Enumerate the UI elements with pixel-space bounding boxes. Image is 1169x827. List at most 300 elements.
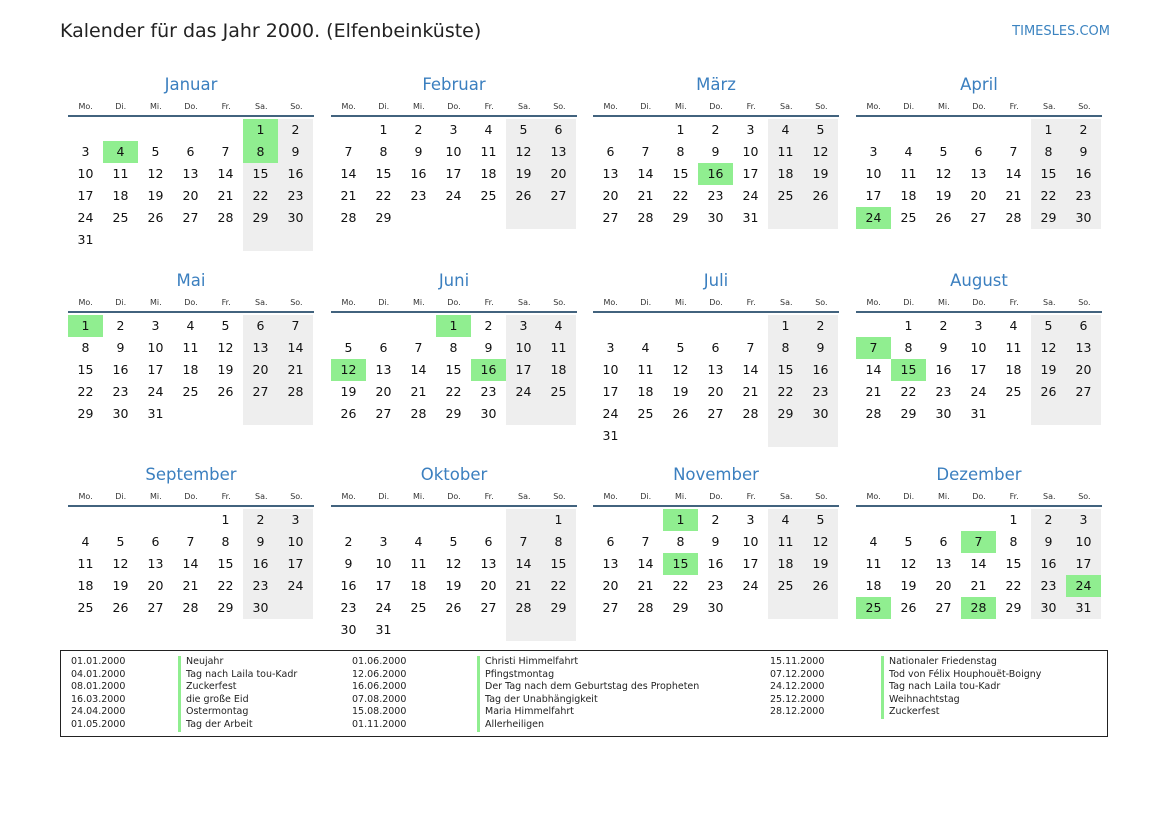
day-cell[interactable]: 17	[742, 166, 759, 181]
day-cell[interactable]: 21	[278, 359, 313, 381]
day-cell[interactable]: 1	[436, 315, 471, 337]
day-cell[interactable]: 3	[449, 122, 458, 137]
day-cell[interactable]: 24	[1066, 575, 1101, 597]
day-cell[interactable]: 26	[445, 600, 462, 615]
day-cell[interactable]: 8	[81, 340, 90, 355]
day-cell[interactable]: 15	[891, 359, 926, 381]
day-cell[interactable]: 6	[939, 534, 948, 549]
day-cell[interactable]: 16	[1031, 553, 1066, 575]
day-cell[interactable]: 4	[641, 340, 650, 355]
day-cell[interactable]: 10	[742, 534, 759, 549]
day-cell[interactable]: 7	[506, 531, 541, 553]
day-cell[interactable]: 14	[506, 553, 541, 575]
day-cell[interactable]: 1	[541, 509, 576, 531]
day-cell[interactable]: 20	[970, 188, 987, 203]
day-cell[interactable]: 17	[1066, 553, 1101, 575]
day-cell[interactable]: 12	[112, 556, 129, 571]
day-cell[interactable]: 28	[865, 406, 882, 421]
day-cell[interactable]: 22	[672, 578, 689, 593]
day-cell[interactable]: 13	[182, 166, 199, 181]
day-cell[interactable]: 17	[742, 556, 759, 571]
day-cell[interactable]: 18	[768, 553, 803, 575]
day-cell[interactable]: 2	[711, 512, 720, 527]
day-cell[interactable]: 28	[340, 210, 357, 225]
day-cell[interactable]: 2	[344, 534, 353, 549]
day-cell[interactable]: 7	[344, 144, 353, 159]
day-cell[interactable]: 14	[278, 337, 313, 359]
day-cell[interactable]: 19	[217, 362, 234, 377]
day-cell[interactable]: 16	[1066, 163, 1101, 185]
day-cell[interactable]: 5	[344, 340, 353, 355]
day-cell[interactable]: 4	[869, 534, 878, 549]
day-cell[interactable]: 23	[480, 384, 497, 399]
day-cell[interactable]: 8	[243, 141, 278, 163]
day-cell[interactable]: 20	[375, 384, 392, 399]
day-cell[interactable]: 31	[1066, 597, 1101, 619]
day-cell[interactable]: 7	[186, 534, 195, 549]
day-cell[interactable]: 31	[742, 210, 759, 225]
day-cell[interactable]: 24	[856, 207, 891, 229]
day-cell[interactable]: 15	[1031, 163, 1066, 185]
day-cell[interactable]: 15	[375, 166, 392, 181]
day-cell[interactable]: 30	[112, 406, 129, 421]
day-cell[interactable]: 13	[1066, 337, 1101, 359]
day-cell[interactable]: 24	[506, 381, 541, 403]
day-cell[interactable]: 3	[81, 144, 90, 159]
day-cell[interactable]: 25	[182, 384, 199, 399]
day-cell[interactable]: 10	[445, 144, 462, 159]
day-cell[interactable]: 29	[445, 406, 462, 421]
day-cell[interactable]: 26	[217, 384, 234, 399]
day-cell[interactable]: 12	[331, 359, 366, 381]
day-cell[interactable]: 5	[1031, 315, 1066, 337]
day-cell[interactable]: 26	[803, 575, 838, 597]
day-cell[interactable]: 2	[278, 119, 313, 141]
day-cell[interactable]: 18	[480, 166, 497, 181]
day-cell[interactable]: 22	[445, 384, 462, 399]
day-cell[interactable]: 12	[147, 166, 164, 181]
day-cell[interactable]: 9	[278, 141, 313, 163]
day-cell[interactable]: 4	[81, 534, 90, 549]
day-cell[interactable]: 9	[803, 337, 838, 359]
day-cell[interactable]: 21	[182, 578, 199, 593]
day-cell[interactable]: 23	[340, 600, 357, 615]
day-cell[interactable]: 8	[449, 340, 458, 355]
day-cell[interactable]: 9	[414, 144, 423, 159]
day-cell[interactable]: 23	[410, 188, 427, 203]
day-cell[interactable]: 15	[217, 556, 234, 571]
day-cell[interactable]: 9	[939, 340, 948, 355]
day-cell[interactable]: 27	[707, 406, 724, 421]
day-cell[interactable]: 27	[935, 600, 952, 615]
day-cell[interactable]: 1	[904, 318, 913, 333]
day-cell[interactable]: 2	[243, 509, 278, 531]
day-cell[interactable]: 20	[541, 163, 576, 185]
day-cell[interactable]: 20	[602, 188, 619, 203]
day-cell[interactable]: 25	[900, 210, 917, 225]
brand-link[interactable]: TIMESLES.COM	[1012, 24, 1110, 39]
day-cell[interactable]: 18	[541, 359, 576, 381]
day-cell[interactable]: 21	[506, 575, 541, 597]
day-cell[interactable]: 28	[961, 597, 996, 619]
day-cell[interactable]: 3	[869, 144, 878, 159]
day-cell[interactable]: 12	[217, 340, 234, 355]
day-cell[interactable]: 11	[480, 144, 497, 159]
day-cell[interactable]: 16	[935, 362, 952, 377]
day-cell[interactable]: 14	[182, 556, 199, 571]
day-cell[interactable]: 13	[541, 141, 576, 163]
day-cell[interactable]: 23	[803, 381, 838, 403]
day-cell[interactable]: 26	[147, 210, 164, 225]
day-cell[interactable]: 27	[602, 600, 619, 615]
day-cell[interactable]: 27	[182, 210, 199, 225]
day-cell[interactable]: 12	[935, 166, 952, 181]
day-cell[interactable]: 5	[151, 144, 160, 159]
day-cell[interactable]: 4	[904, 144, 913, 159]
day-cell[interactable]: 11	[768, 141, 803, 163]
day-cell[interactable]: 5	[116, 534, 125, 549]
day-cell[interactable]: 21	[865, 384, 882, 399]
day-cell[interactable]: 17	[970, 362, 987, 377]
day-cell[interactable]: 30	[803, 403, 838, 425]
day-cell[interactable]: 1	[676, 122, 685, 137]
day-cell[interactable]: 3	[1066, 509, 1101, 531]
day-cell[interactable]: 4	[768, 509, 803, 531]
day-cell[interactable]: 16	[340, 578, 357, 593]
day-cell[interactable]: 26	[340, 406, 357, 421]
day-cell[interactable]: 5	[803, 509, 838, 531]
day-cell[interactable]: 11	[182, 340, 199, 355]
day-cell[interactable]: 13	[480, 556, 497, 571]
day-cell[interactable]: 13	[602, 166, 619, 181]
day-cell[interactable]: 31	[970, 406, 987, 421]
day-cell[interactable]: 15	[77, 362, 94, 377]
day-cell[interactable]: 18	[410, 578, 427, 593]
day-cell[interactable]: 24	[77, 210, 94, 225]
day-cell[interactable]: 30	[707, 600, 724, 615]
day-cell[interactable]: 3	[278, 509, 313, 531]
day-cell[interactable]: 1	[68, 315, 103, 337]
day-cell[interactable]: 29	[1005, 600, 1022, 615]
day-cell[interactable]: 18	[637, 384, 654, 399]
day-cell[interactable]: 26	[506, 185, 541, 207]
day-cell[interactable]: 14	[970, 556, 987, 571]
day-cell[interactable]: 9	[116, 340, 125, 355]
day-cell[interactable]: 23	[112, 384, 129, 399]
day-cell[interactable]: 20	[707, 384, 724, 399]
day-cell[interactable]: 6	[606, 144, 615, 159]
day-cell[interactable]: 29	[375, 210, 392, 225]
day-cell[interactable]: 3	[506, 315, 541, 337]
day-cell[interactable]: 7	[278, 315, 313, 337]
day-cell[interactable]: 10	[278, 531, 313, 553]
day-cell[interactable]: 5	[803, 119, 838, 141]
day-cell[interactable]: 25	[637, 406, 654, 421]
day-cell[interactable]: 11	[112, 166, 129, 181]
day-cell[interactable]: 10	[147, 340, 164, 355]
day-cell[interactable]: 12	[803, 531, 838, 553]
day-cell[interactable]: 25	[768, 575, 803, 597]
day-cell[interactable]: 16	[112, 362, 129, 377]
day-cell[interactable]: 10	[1066, 531, 1101, 553]
day-cell[interactable]: 30	[480, 406, 497, 421]
day-cell[interactable]: 28	[637, 210, 654, 225]
day-cell[interactable]: 23	[935, 384, 952, 399]
day-cell[interactable]: 6	[379, 340, 388, 355]
day-cell[interactable]: 15	[768, 359, 803, 381]
day-cell[interactable]: 18	[182, 362, 199, 377]
day-cell[interactable]: 25	[77, 600, 94, 615]
day-cell[interactable]: 26	[672, 406, 689, 421]
day-cell[interactable]: 19	[672, 384, 689, 399]
day-cell[interactable]: 8	[676, 144, 685, 159]
day-cell[interactable]: 13	[375, 362, 392, 377]
day-cell[interactable]: 14	[865, 362, 882, 377]
day-cell[interactable]: 23	[707, 188, 724, 203]
day-cell[interactable]: 10	[970, 340, 987, 355]
day-cell[interactable]: 24	[445, 188, 462, 203]
day-cell[interactable]: 28	[410, 406, 427, 421]
day-cell[interactable]: 30	[1066, 207, 1101, 229]
day-cell[interactable]: 16	[707, 556, 724, 571]
day-cell[interactable]: 16	[698, 163, 733, 185]
day-cell[interactable]: 28	[742, 406, 759, 421]
day-cell[interactable]: 13	[935, 556, 952, 571]
day-cell[interactable]: 7	[961, 531, 996, 553]
day-cell[interactable]: 11	[1005, 340, 1022, 355]
day-cell[interactable]: 18	[900, 188, 917, 203]
day-cell[interactable]: 10	[375, 556, 392, 571]
day-cell[interactable]: 27	[243, 381, 278, 403]
day-cell[interactable]: 11	[637, 362, 654, 377]
day-cell[interactable]: 19	[900, 578, 917, 593]
day-cell[interactable]: 10	[77, 166, 94, 181]
day-cell[interactable]: 18	[865, 578, 882, 593]
day-cell[interactable]: 7	[856, 337, 891, 359]
day-cell[interactable]: 17	[602, 384, 619, 399]
day-cell[interactable]: 24	[742, 578, 759, 593]
day-cell[interactable]: 6	[151, 534, 160, 549]
day-cell[interactable]: 29	[77, 406, 94, 421]
day-cell[interactable]: 15	[1005, 556, 1022, 571]
day-cell[interactable]: 23	[1066, 185, 1101, 207]
day-cell[interactable]: 14	[637, 556, 654, 571]
day-cell[interactable]: 30	[243, 597, 278, 619]
day-cell[interactable]: 11	[865, 556, 882, 571]
day-cell[interactable]: 26	[900, 600, 917, 615]
day-cell[interactable]: 3	[746, 122, 755, 137]
day-cell[interactable]: 29	[900, 406, 917, 421]
day-cell[interactable]: 14	[742, 362, 759, 377]
day-cell[interactable]: 13	[707, 362, 724, 377]
day-cell[interactable]: 2	[116, 318, 125, 333]
day-cell[interactable]: 10	[506, 337, 541, 359]
day-cell[interactable]: 2	[711, 122, 720, 137]
day-cell[interactable]: 11	[541, 337, 576, 359]
day-cell[interactable]: 4	[414, 534, 423, 549]
day-cell[interactable]: 8	[676, 534, 685, 549]
day-cell[interactable]: 31	[77, 232, 94, 247]
day-cell[interactable]: 8	[768, 337, 803, 359]
day-cell[interactable]: 31	[147, 406, 164, 421]
day-cell[interactable]: 6	[711, 340, 720, 355]
day-cell[interactable]: 26	[112, 600, 129, 615]
day-cell[interactable]: 7	[641, 144, 650, 159]
day-cell[interactable]: 21	[340, 188, 357, 203]
day-cell[interactable]: 17	[445, 166, 462, 181]
day-cell[interactable]: 22	[243, 185, 278, 207]
day-cell[interactable]: 3	[379, 534, 388, 549]
day-cell[interactable]: 25	[768, 185, 803, 207]
day-cell[interactable]: 12	[506, 141, 541, 163]
day-cell[interactable]: 12	[803, 141, 838, 163]
day-cell[interactable]: 27	[375, 406, 392, 421]
day-cell[interactable]: 3	[606, 340, 615, 355]
day-cell[interactable]: 20	[243, 359, 278, 381]
day-cell[interactable]: 19	[445, 578, 462, 593]
day-cell[interactable]: 19	[803, 163, 838, 185]
day-cell[interactable]: 28	[182, 600, 199, 615]
day-cell[interactable]: 11	[900, 166, 917, 181]
day-cell[interactable]: 20	[1066, 359, 1101, 381]
day-cell[interactable]: 6	[541, 119, 576, 141]
day-cell[interactable]: 27	[602, 210, 619, 225]
day-cell[interactable]: 12	[445, 556, 462, 571]
day-cell[interactable]: 22	[1005, 578, 1022, 593]
day-cell[interactable]: 2	[414, 122, 423, 137]
day-cell[interactable]: 10	[602, 362, 619, 377]
day-cell[interactable]: 24	[602, 406, 619, 421]
day-cell[interactable]: 26	[935, 210, 952, 225]
day-cell[interactable]: 7	[221, 144, 230, 159]
day-cell[interactable]: 28	[278, 381, 313, 403]
day-cell[interactable]: 29	[768, 403, 803, 425]
day-cell[interactable]: 5	[904, 534, 913, 549]
day-cell[interactable]: 12	[672, 362, 689, 377]
day-cell[interactable]: 29	[541, 597, 576, 619]
day-cell[interactable]: 16	[410, 166, 427, 181]
day-cell[interactable]: 24	[970, 384, 987, 399]
day-cell[interactable]: 9	[243, 531, 278, 553]
day-cell[interactable]: 15	[445, 362, 462, 377]
day-cell[interactable]: 8	[221, 534, 230, 549]
day-cell[interactable]: 19	[147, 188, 164, 203]
day-cell[interactable]: 22	[1031, 185, 1066, 207]
day-cell[interactable]: 22	[900, 384, 917, 399]
day-cell[interactable]: 27	[147, 600, 164, 615]
day-cell[interactable]: 6	[484, 534, 493, 549]
day-cell[interactable]: 20	[147, 578, 164, 593]
day-cell[interactable]: 17	[506, 359, 541, 381]
day-cell[interactable]: 18	[77, 578, 94, 593]
day-cell[interactable]: 11	[77, 556, 94, 571]
day-cell[interactable]: 26	[1031, 381, 1066, 403]
day-cell[interactable]: 29	[672, 600, 689, 615]
day-cell[interactable]: 5	[939, 144, 948, 159]
day-cell[interactable]: 2	[1031, 509, 1066, 531]
day-cell[interactable]: 20	[602, 578, 619, 593]
day-cell[interactable]: 20	[935, 578, 952, 593]
day-cell[interactable]: 13	[147, 556, 164, 571]
day-cell[interactable]: 14	[217, 166, 234, 181]
day-cell[interactable]: 1	[221, 512, 230, 527]
day-cell[interactable]: 1	[768, 315, 803, 337]
day-cell[interactable]: 7	[746, 340, 755, 355]
day-cell[interactable]: 6	[243, 315, 278, 337]
day-cell[interactable]: 28	[506, 597, 541, 619]
day-cell[interactable]: 7	[1009, 144, 1018, 159]
day-cell[interactable]: 1	[1031, 119, 1066, 141]
day-cell[interactable]: 17	[147, 362, 164, 377]
day-cell[interactable]: 29	[672, 210, 689, 225]
day-cell[interactable]: 15	[663, 553, 698, 575]
day-cell[interactable]: 9	[1031, 531, 1066, 553]
day-cell[interactable]: 5	[676, 340, 685, 355]
day-cell[interactable]: 31	[602, 428, 619, 443]
day-cell[interactable]: 19	[112, 578, 129, 593]
day-cell[interactable]: 10	[865, 166, 882, 181]
day-cell[interactable]: 1	[1009, 512, 1018, 527]
day-cell[interactable]: 24	[147, 384, 164, 399]
day-cell[interactable]: 8	[379, 144, 388, 159]
day-cell[interactable]: 31	[375, 622, 392, 637]
day-cell[interactable]: 16	[803, 359, 838, 381]
day-cell[interactable]: 14	[410, 362, 427, 377]
day-cell[interactable]: 21	[1005, 188, 1022, 203]
day-cell[interactable]: 8	[904, 340, 913, 355]
day-cell[interactable]: 25	[541, 381, 576, 403]
day-cell[interactable]: 14	[1005, 166, 1022, 181]
day-cell[interactable]: 8	[1009, 534, 1018, 549]
day-cell[interactable]: 21	[217, 188, 234, 203]
day-cell[interactable]: 6	[186, 144, 195, 159]
day-cell[interactable]: 26	[803, 185, 838, 207]
day-cell[interactable]: 22	[541, 575, 576, 597]
day-cell[interactable]: 10	[742, 144, 759, 159]
day-cell[interactable]: 29	[1031, 207, 1066, 229]
day-cell[interactable]: 21	[742, 384, 759, 399]
day-cell[interactable]: 4	[768, 119, 803, 141]
day-cell[interactable]: 15	[243, 163, 278, 185]
day-cell[interactable]: 20	[182, 188, 199, 203]
day-cell[interactable]: 9	[344, 556, 353, 571]
day-cell[interactable]: 23	[707, 578, 724, 593]
day-cell[interactable]: 19	[935, 188, 952, 203]
day-cell[interactable]: 22	[672, 188, 689, 203]
day-cell[interactable]: 27	[541, 185, 576, 207]
day-cell[interactable]: 7	[414, 340, 423, 355]
day-cell[interactable]: 13	[602, 556, 619, 571]
day-cell[interactable]: 4	[484, 122, 493, 137]
day-cell[interactable]: 2	[484, 318, 493, 333]
day-cell[interactable]: 12	[900, 556, 917, 571]
day-cell[interactable]: 18	[112, 188, 129, 203]
day-cell[interactable]: 21	[970, 578, 987, 593]
day-cell[interactable]: 3	[151, 318, 160, 333]
day-cell[interactable]: 29	[243, 207, 278, 229]
day-cell[interactable]: 11	[410, 556, 427, 571]
day-cell[interactable]: 14	[637, 166, 654, 181]
day-cell[interactable]: 27	[480, 600, 497, 615]
day-cell[interactable]: 20	[480, 578, 497, 593]
day-cell[interactable]: 3	[974, 318, 983, 333]
day-cell[interactable]: 28	[637, 600, 654, 615]
day-cell[interactable]: 16	[471, 359, 506, 381]
day-cell[interactable]: 1	[663, 509, 698, 531]
day-cell[interactable]: 25	[112, 210, 129, 225]
day-cell[interactable]: 21	[410, 384, 427, 399]
day-cell[interactable]: 23	[1031, 575, 1066, 597]
